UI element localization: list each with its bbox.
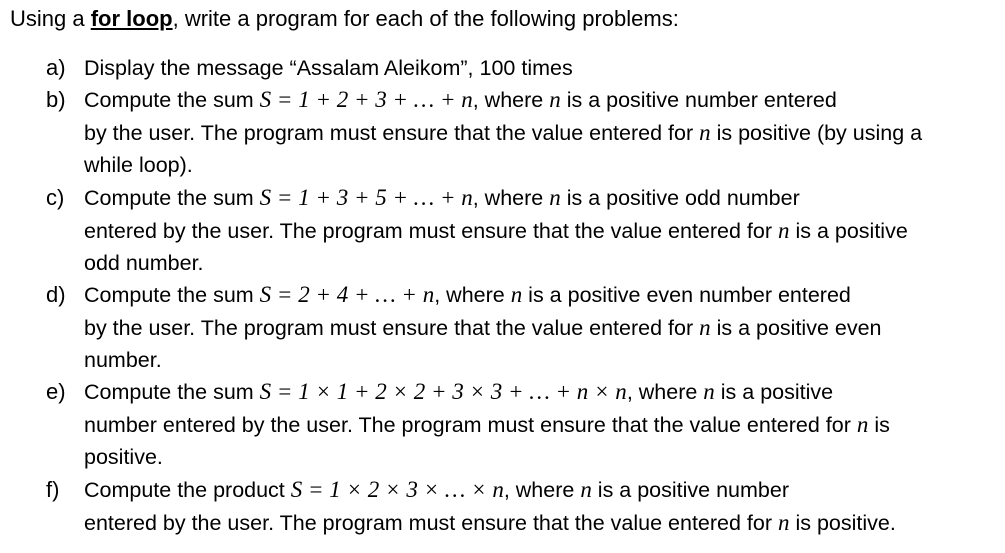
problem-item-c: [0, 182, 1005, 279]
problem-item-d: [0, 279, 1005, 376]
item-text-part: is positive.: [789, 510, 896, 535]
math-variable: n: [549, 87, 561, 112]
item-line: [84, 409, 989, 442]
item-marker: f): [46, 477, 60, 502]
item-marker: b): [46, 87, 66, 112]
item-text-part: by the user. The program must ensure that the value entered for: [84, 315, 700, 340]
item-text-part: is a positive even number entered: [522, 283, 851, 307]
item-lead: Compute the product: [84, 478, 291, 502]
item-marker: e): [46, 379, 66, 404]
math-variable: n: [777, 509, 790, 535]
math-variable: n: [856, 411, 869, 437]
problem-item-f: [0, 474, 1005, 540]
item-text: [84, 279, 989, 377]
problem-item-b: [0, 84, 1005, 182]
item-marker: c): [46, 185, 65, 210]
item-line: positive.: [84, 445, 163, 469]
math-variable: n: [580, 477, 592, 502]
item-lead: Compute the sum: [84, 186, 260, 210]
item-text-part: , where: [472, 186, 550, 210]
item-text-part: by the user. The program must ensure that the value entered for: [84, 120, 700, 145]
item-text-part: , where: [472, 88, 550, 112]
item-line: Display the message “Assalam Aleikom”, 100 times: [84, 56, 573, 80]
item-line: [84, 376, 989, 409]
intro-keyword: for loop: [90, 6, 173, 31]
item-line: [84, 507, 989, 540]
item-text-part: , where: [503, 478, 581, 502]
problem-item-e: [0, 376, 1005, 474]
problem-list: [0, 52, 1005, 540]
math-formula: S = 2 + 4 + … + n: [259, 282, 435, 307]
problem-item-a: [0, 52, 1005, 84]
math-variable: n: [510, 282, 523, 307]
math-formula: S = 1 × 1 + 2 × 2 + 3 × 3 + … + n × n: [259, 379, 627, 404]
item-text-part: , where: [626, 380, 704, 404]
math-formula: S = 1 + 2 + 3 + … + n: [259, 87, 473, 112]
item-line: odd number.: [84, 251, 204, 275]
math-formula: S = 1 + 3 + 5 + … + n: [259, 185, 473, 210]
item-text-part: entered by the user. The program must ensure that the value entered for: [84, 510, 778, 535]
item-text: [84, 376, 989, 474]
math-variable: n: [703, 379, 715, 404]
item-text: [84, 182, 989, 280]
item-lead: Compute the sum: [84, 380, 260, 404]
item-text-part: is a positive: [714, 380, 834, 404]
item-text-part: number entered by the user. The program must ensure that the value entered for: [84, 412, 857, 437]
item-text-part: entered by the user. The program must ensure that the value entered for: [84, 218, 778, 243]
intro-text-after: , write a program for each of the following problems:: [172, 6, 679, 31]
math-formula: S = 1 × 2 × 3 × … × n: [290, 477, 504, 502]
instructions-heading: [10, 4, 679, 34]
item-line: number.: [84, 348, 162, 372]
item-text: [84, 52, 989, 85]
item-text-part: is a positive number: [591, 478, 789, 502]
item-lead: Compute the sum: [84, 283, 260, 307]
item-text-part: is positive (by using a: [710, 120, 923, 145]
math-variable: n: [699, 119, 711, 145]
item-line: [84, 117, 989, 150]
item-line: [84, 182, 989, 215]
item-line: [84, 312, 989, 345]
math-variable: n: [699, 314, 711, 340]
item-text-part: is: [868, 412, 890, 437]
item-text: [84, 474, 989, 539]
intro-text-before: Using a: [10, 6, 91, 31]
item-line: [84, 84, 989, 117]
math-variable: n: [777, 217, 790, 243]
item-marker: a): [46, 55, 66, 80]
math-variable: n: [549, 185, 561, 210]
item-text-part: , where: [434, 283, 511, 307]
item-lead: Compute the sum: [84, 88, 260, 112]
item-line: [84, 279, 989, 312]
item-line: while loop).: [84, 153, 193, 177]
item-marker: d): [46, 282, 66, 307]
item-line: [84, 474, 989, 507]
item-text: [84, 84, 989, 182]
item-text-part: is a positive even: [710, 315, 882, 340]
item-text-part: is a positive odd number: [560, 186, 800, 210]
item-text-part: is a positive number entered: [560, 88, 837, 112]
item-text-part: is a positive: [789, 218, 908, 243]
item-line: [84, 215, 989, 248]
